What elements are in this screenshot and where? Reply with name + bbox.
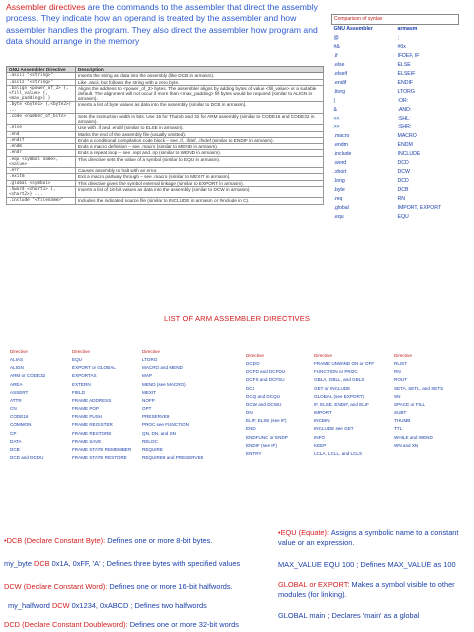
dcw-example-label: my_halfword	[8, 601, 52, 610]
description-cell: Includes the indicated source file (similar to INCLUDE in armasm or #include in C).	[76, 198, 324, 204]
list-item: DCW and DCWU	[246, 401, 282, 407]
list-item: DCB	[10, 446, 20, 452]
list-item: ROUT	[394, 377, 408, 383]
gnu-syntax: .include	[333, 151, 352, 158]
gnu-syntax: .short	[333, 169, 347, 176]
gnu-syntax: .ltorg	[333, 88, 346, 95]
directive-column	[10, 348, 45, 462]
gnu-syntax: .endif	[333, 79, 347, 86]
armasm-syntax: IMPORT, EXPORT	[397, 205, 442, 212]
dcb-description: Defines one or more 8-bit bytes.	[105, 536, 213, 545]
global-title: GLOBAL or EXPORT:	[278, 580, 350, 589]
table-row	[7, 187, 324, 198]
dcd-description: Defines one or more 32-bit words	[127, 620, 239, 629]
list-item: DCI	[246, 385, 254, 391]
intro-text: are the commands to the assembler that direct the assembly process. They indicate how an operand is treated by the assembler and how assembler handles the program. They also direct the assembler how program and data should arrange in the memory	[6, 2, 318, 47]
directive-cell: .global <symbol>	[7, 180, 76, 186]
directive-column	[72, 348, 131, 462]
description-cell: Inserts a list of 16-bit values as data into the assembly (similar to DCW in armasm).	[76, 187, 324, 198]
description-cell: Inserts the string as data into the assembly (like DCB in armasm).	[76, 73, 324, 79]
list-item: DCFD and DCFDU	[246, 369, 286, 375]
description-cell: This directive gives the symbol external linkage (similar to EXPORT in armasm).	[76, 180, 324, 186]
list-item: CODE16	[10, 414, 29, 420]
list-item: EXPORTAS	[72, 373, 97, 379]
armasm-syntax: :SHL:	[397, 115, 411, 122]
dcb-example-label: my_byte	[4, 559, 34, 568]
list-item: DCQ and DCQU	[246, 393, 280, 399]
list-item: AREA	[10, 381, 23, 387]
list-item: INCBIN	[314, 418, 330, 424]
dcd-definition	[4, 620, 272, 630]
dcw-example	[8, 601, 272, 611]
armasm-syntax: ELSE	[397, 61, 411, 68]
table-row	[332, 213, 459, 222]
armasm-syntax: ENDM	[397, 142, 413, 149]
directive-column	[142, 348, 203, 462]
list-item: CP	[10, 430, 17, 436]
description-cell: Exit a macro partway through – see .macro (similar to MEXIT in armasm).	[76, 174, 324, 180]
armasm-syntax: :SHR:	[397, 124, 412, 131]
list-item: MEND (see MACRO)	[142, 381, 186, 387]
gnu-syntax: #&	[333, 43, 340, 50]
directive-column	[246, 352, 288, 458]
table-row	[332, 186, 459, 195]
table-header-cell: Description	[76, 67, 324, 73]
list-item: COMMON	[10, 422, 32, 428]
dcw-description: Defines one or more 16-bit halfwords.	[107, 582, 233, 591]
list-item: INCLUDE see GET	[314, 426, 354, 432]
description-cell: This directive sets the value of a symbol (similar to EQU in armasm).	[76, 156, 324, 167]
list-item: IMPORT	[314, 410, 332, 416]
armasm-syntax: ;	[397, 34, 399, 41]
list-item: IF, ELSE, ENDIF, and ELIF	[314, 401, 369, 407]
directive-column	[394, 352, 443, 450]
list-item: RN	[394, 369, 401, 375]
table-row	[332, 141, 459, 150]
gnu-syntax: <<	[333, 115, 340, 122]
armasm-syntax: DCD	[397, 178, 409, 185]
list-item: MEXIT	[142, 389, 157, 395]
dcw-title: DCW (Declare Constant Word):	[4, 582, 108, 591]
directive-cell: .code <number_of_bits>	[7, 113, 76, 124]
list-item: DATA	[10, 438, 22, 444]
directive-cell: .err	[7, 168, 76, 174]
table-row	[332, 61, 459, 70]
table-row	[332, 34, 459, 43]
list-item: REQUIRE8 and PRESERVE8	[142, 455, 204, 461]
description-cell: Like .ascii, but follows the string with a zero byte.	[76, 79, 324, 85]
directive-cell: .asciz "<string>"	[7, 79, 76, 85]
gnu-syntax: @	[333, 34, 339, 41]
column-header: Directive	[314, 353, 332, 358]
gnu-syntax: .macro	[333, 133, 350, 140]
gnu-syntax: .global	[333, 205, 349, 212]
list-item: LTORG	[142, 357, 158, 363]
gnu-syntax: .byte	[333, 187, 345, 194]
table-row	[7, 198, 324, 204]
list-item: FUNCTION or PROC	[314, 369, 358, 375]
list-item: ARM or CODE32	[10, 373, 46, 379]
dcw-example-keyword: DCW	[51, 601, 70, 610]
list-item: MACRO and MEND	[142, 365, 183, 371]
comparison-header: armasm	[397, 26, 418, 32]
table-row	[332, 123, 459, 132]
list-item: FRAME UNWIND ON or OFF	[314, 361, 375, 367]
table-row	[332, 115, 459, 124]
syntax-comparison-table	[331, 14, 459, 222]
list-item: END	[246, 426, 256, 432]
table-row	[332, 70, 459, 79]
description-cell: Ends a macro definition – see .macro (similar to MEND in armasm).	[76, 144, 324, 150]
description-cell: Use with .if and .endif (similar to ELSE in armasm).	[76, 125, 324, 131]
list-item: FRAME SAVE	[72, 438, 102, 444]
table-row	[332, 43, 459, 52]
table-row	[7, 113, 324, 124]
list-item: FIELD	[72, 389, 86, 395]
gnu-syntax: .long	[333, 178, 345, 185]
armasm-syntax: MACRO	[397, 133, 417, 140]
list-item: FRAME PUSH	[72, 414, 103, 420]
intro-highlight: Assembler directives	[6, 2, 86, 12]
description-cell: Aligns the address to <power_of_2> bytes. The assembler aligns by adding bytes of value <fill_value> or a suitable default. The alignment will not occur if more than <max_padding> fill bytes would be required (similar to ALIGN in armasm).	[76, 85, 324, 102]
dcd-title: DCD (Declare Constant Doubleword):	[4, 620, 128, 629]
list-item: NOFP	[142, 397, 155, 403]
list-item: OPT	[142, 406, 152, 412]
directive-cell: .balign <power_of_2> {,<fill_value> {,<max_padding>} }	[7, 85, 76, 102]
table-row	[7, 156, 324, 167]
table-row	[332, 204, 459, 213]
list-item: INFO	[314, 434, 325, 440]
gnu-syntax: >>	[333, 124, 340, 131]
list-item: SUBT	[394, 410, 407, 416]
column-header: Directive	[394, 353, 412, 358]
list-item: EXTERN	[72, 381, 91, 387]
list-item: DCD and DCDU	[10, 455, 44, 461]
list-item: TTL	[394, 426, 403, 432]
table-row	[332, 88, 459, 97]
directive-cell: .hword <short1> {,<short2>} ...	[7, 187, 76, 198]
column-header: Directive	[10, 349, 28, 354]
list-item: DN	[246, 410, 253, 416]
description-cell: Inserts a list of byte values as data into the assembly (similar to DCB in armasm).	[76, 102, 324, 113]
list-item: EQU	[72, 357, 82, 363]
list-item: ATTR	[10, 397, 22, 403]
list-item: SETA, SETL, and SETS	[394, 385, 444, 391]
comparison-caption: Comparison of syntax	[332, 15, 459, 25]
gnu-syntax: .endm	[333, 142, 348, 149]
equ-title: •EQU (Equate):	[278, 528, 330, 537]
armasm-syntax: :OR:	[397, 97, 409, 104]
dcb-title: •DCB (Declare Constant Byte):	[4, 536, 106, 545]
armasm-syntax: ENDIF	[397, 79, 414, 86]
column-header: Directive	[246, 353, 264, 358]
table-row	[332, 159, 459, 168]
list-item: REQUIRE	[142, 446, 163, 452]
gnu-syntax: .elseif	[333, 70, 348, 77]
list-item: ASSERT	[10, 389, 29, 395]
global-definition	[278, 580, 470, 599]
list-item: ENDIF (see IF)	[246, 442, 277, 448]
list-item: MAP	[142, 373, 152, 379]
armasm-syntax: DCD	[397, 160, 409, 167]
directive-cell: .endif	[7, 137, 76, 143]
list-item: ELIF, ELSE (see IF)	[246, 418, 287, 424]
list-item: CN	[10, 406, 17, 412]
column-header: Directive	[72, 349, 90, 354]
table-row	[332, 79, 459, 88]
list-item: WHILE and WEND	[394, 434, 433, 440]
equ-description: Assigns a symbolic name to a constant value or an expression.	[278, 528, 459, 547]
directive-cell: .equ <symbol name>, <value>	[7, 156, 76, 167]
list-item: FRAME ADDRESS	[72, 397, 112, 403]
armasm-syntax: ELSEIF	[397, 70, 416, 77]
description-cell: Ends a conditional compilation code block – see .if, .ifdef, .ifndef (similar to ENDIF in armasm).	[76, 137, 324, 143]
list-item: LCLA, LCLL, and LCLS	[314, 450, 363, 456]
directive-cell: .endr	[7, 150, 76, 156]
list-item: QN, DN, and SN	[142, 430, 176, 436]
list-item: GBLA, GBLL, and GBLS	[314, 377, 365, 383]
gnu-syntax: .if	[333, 52, 338, 59]
list-item: SN	[394, 393, 401, 399]
global-description: Makes a symbol visible to other modules (for linking).	[278, 580, 455, 599]
list-item: ENTRY	[246, 450, 262, 456]
dcw-definition	[4, 582, 272, 592]
gnu-syntax: &	[333, 106, 337, 113]
list-item: THUMB	[394, 418, 411, 424]
directive-cell: .end	[7, 131, 76, 137]
armasm-syntax: DCW	[397, 169, 410, 176]
list-item: ENDFUNC or ENDP	[246, 434, 288, 440]
intro-paragraph	[6, 2, 324, 48]
gnu-syntax: .else	[333, 61, 345, 68]
table-row	[332, 150, 459, 159]
list-item: SPACE or FILL	[394, 401, 426, 407]
list-item: FRAME RESTORE	[72, 430, 112, 436]
directive-cell: .endm	[7, 144, 76, 150]
description-cell: Causes assembly to halt with an error.	[76, 168, 324, 174]
table-row	[7, 102, 324, 113]
gnu-directive-table	[6, 66, 324, 205]
table-row	[332, 52, 459, 61]
dcb-definition	[4, 536, 272, 546]
description-cell: Sets the instruction width in bits. Use 16 for Thumb and 32 for ARM assembly (similar to CODE16 and CODE32 in armasm).	[76, 113, 324, 124]
list-item: GET or INCLUDE	[314, 385, 351, 391]
equ-example: MAX_VALUE EQU 100 ; Defines MAX_VALUE as 100	[278, 560, 456, 569]
armasm-syntax: #0x	[397, 43, 406, 50]
armasm-syntax: EQU	[397, 214, 409, 221]
list-item: FRAME REGISTER	[72, 422, 113, 428]
list-item: ALIGN	[10, 365, 24, 371]
list-item: RELOC	[142, 438, 158, 444]
table-row	[7, 85, 324, 102]
directive-column	[314, 352, 374, 458]
list-item: KEEP	[314, 442, 327, 448]
list-item: PROC see FUNCTION	[142, 422, 189, 428]
dcb-example	[4, 559, 274, 569]
table-row	[332, 106, 459, 115]
global-example: GLOBAL main ; Declares 'main' as a global	[278, 611, 420, 620]
list-item: FRAME POP	[72, 406, 100, 412]
directive-cell: .include "<filename>"	[7, 198, 76, 204]
list-item: PRESERVE8	[142, 414, 170, 420]
table-row	[332, 168, 459, 177]
equ-definition	[278, 528, 470, 547]
directive-cell: .exitm	[7, 174, 76, 180]
directive-cell: .ascii "<string>"	[7, 73, 76, 79]
description-cell: Marks the end of the assembly file (usually omitted).	[76, 131, 324, 137]
table-row	[332, 132, 459, 141]
list-item: FRAME STATE RESTORE	[72, 455, 127, 461]
list-item: DCDO	[246, 361, 260, 367]
table-row	[332, 97, 459, 106]
dcb-example-rest: 0x1A, 0xFF, 'A' ; Defines three bytes with specified values	[49, 559, 241, 568]
gnu-syntax: .word	[333, 160, 347, 167]
table-row	[332, 177, 459, 186]
table-row	[332, 195, 459, 204]
armasm-syntax: IFDEF, IF	[397, 52, 420, 59]
armasm-syntax: INCLUDE	[397, 151, 421, 158]
directive-cell: .else	[7, 125, 76, 131]
dcw-example-rest: 0x1234, 0xABCD ; Defines two halfwords	[69, 601, 207, 610]
gnu-syntax: .req	[333, 196, 343, 203]
list-item: ALIAS	[10, 357, 24, 363]
gnu-syntax: |	[333, 97, 335, 104]
armasm-syntax: RN	[397, 196, 405, 203]
dcb-example-keyword: DCB	[34, 559, 50, 568]
armasm-syntax: LTORG	[397, 88, 415, 95]
list-item: EXPORT or GLOBAL	[72, 365, 116, 371]
column-header: Directive	[142, 349, 160, 354]
armasm-syntax: DCB	[397, 187, 409, 194]
list-item: FRAME STATE REMEMBER	[72, 446, 132, 452]
gnu-syntax: .equ	[333, 214, 344, 221]
directive-cell: .byte <byte1> {,<byte2>} ...	[7, 102, 76, 113]
list-item: DCFS and DCFSU	[246, 377, 285, 383]
table-header-cell: GNU Assembler Directive	[7, 67, 76, 73]
comparison-header: GNU Assembler	[333, 26, 373, 32]
list-title: LIST OF ARM ASSEMBLER DIRECTIVES	[163, 314, 311, 323]
list-item: RLIST	[394, 361, 408, 367]
armasm-syntax: :AND:	[397, 106, 412, 113]
description-cell: Ends a repeat loop – see .rept and .irp (similar to WEND in armasm).	[76, 150, 324, 156]
list-item: GLOBAL (see EXPORT)	[314, 393, 365, 399]
list-item: WN and XN	[394, 442, 419, 448]
